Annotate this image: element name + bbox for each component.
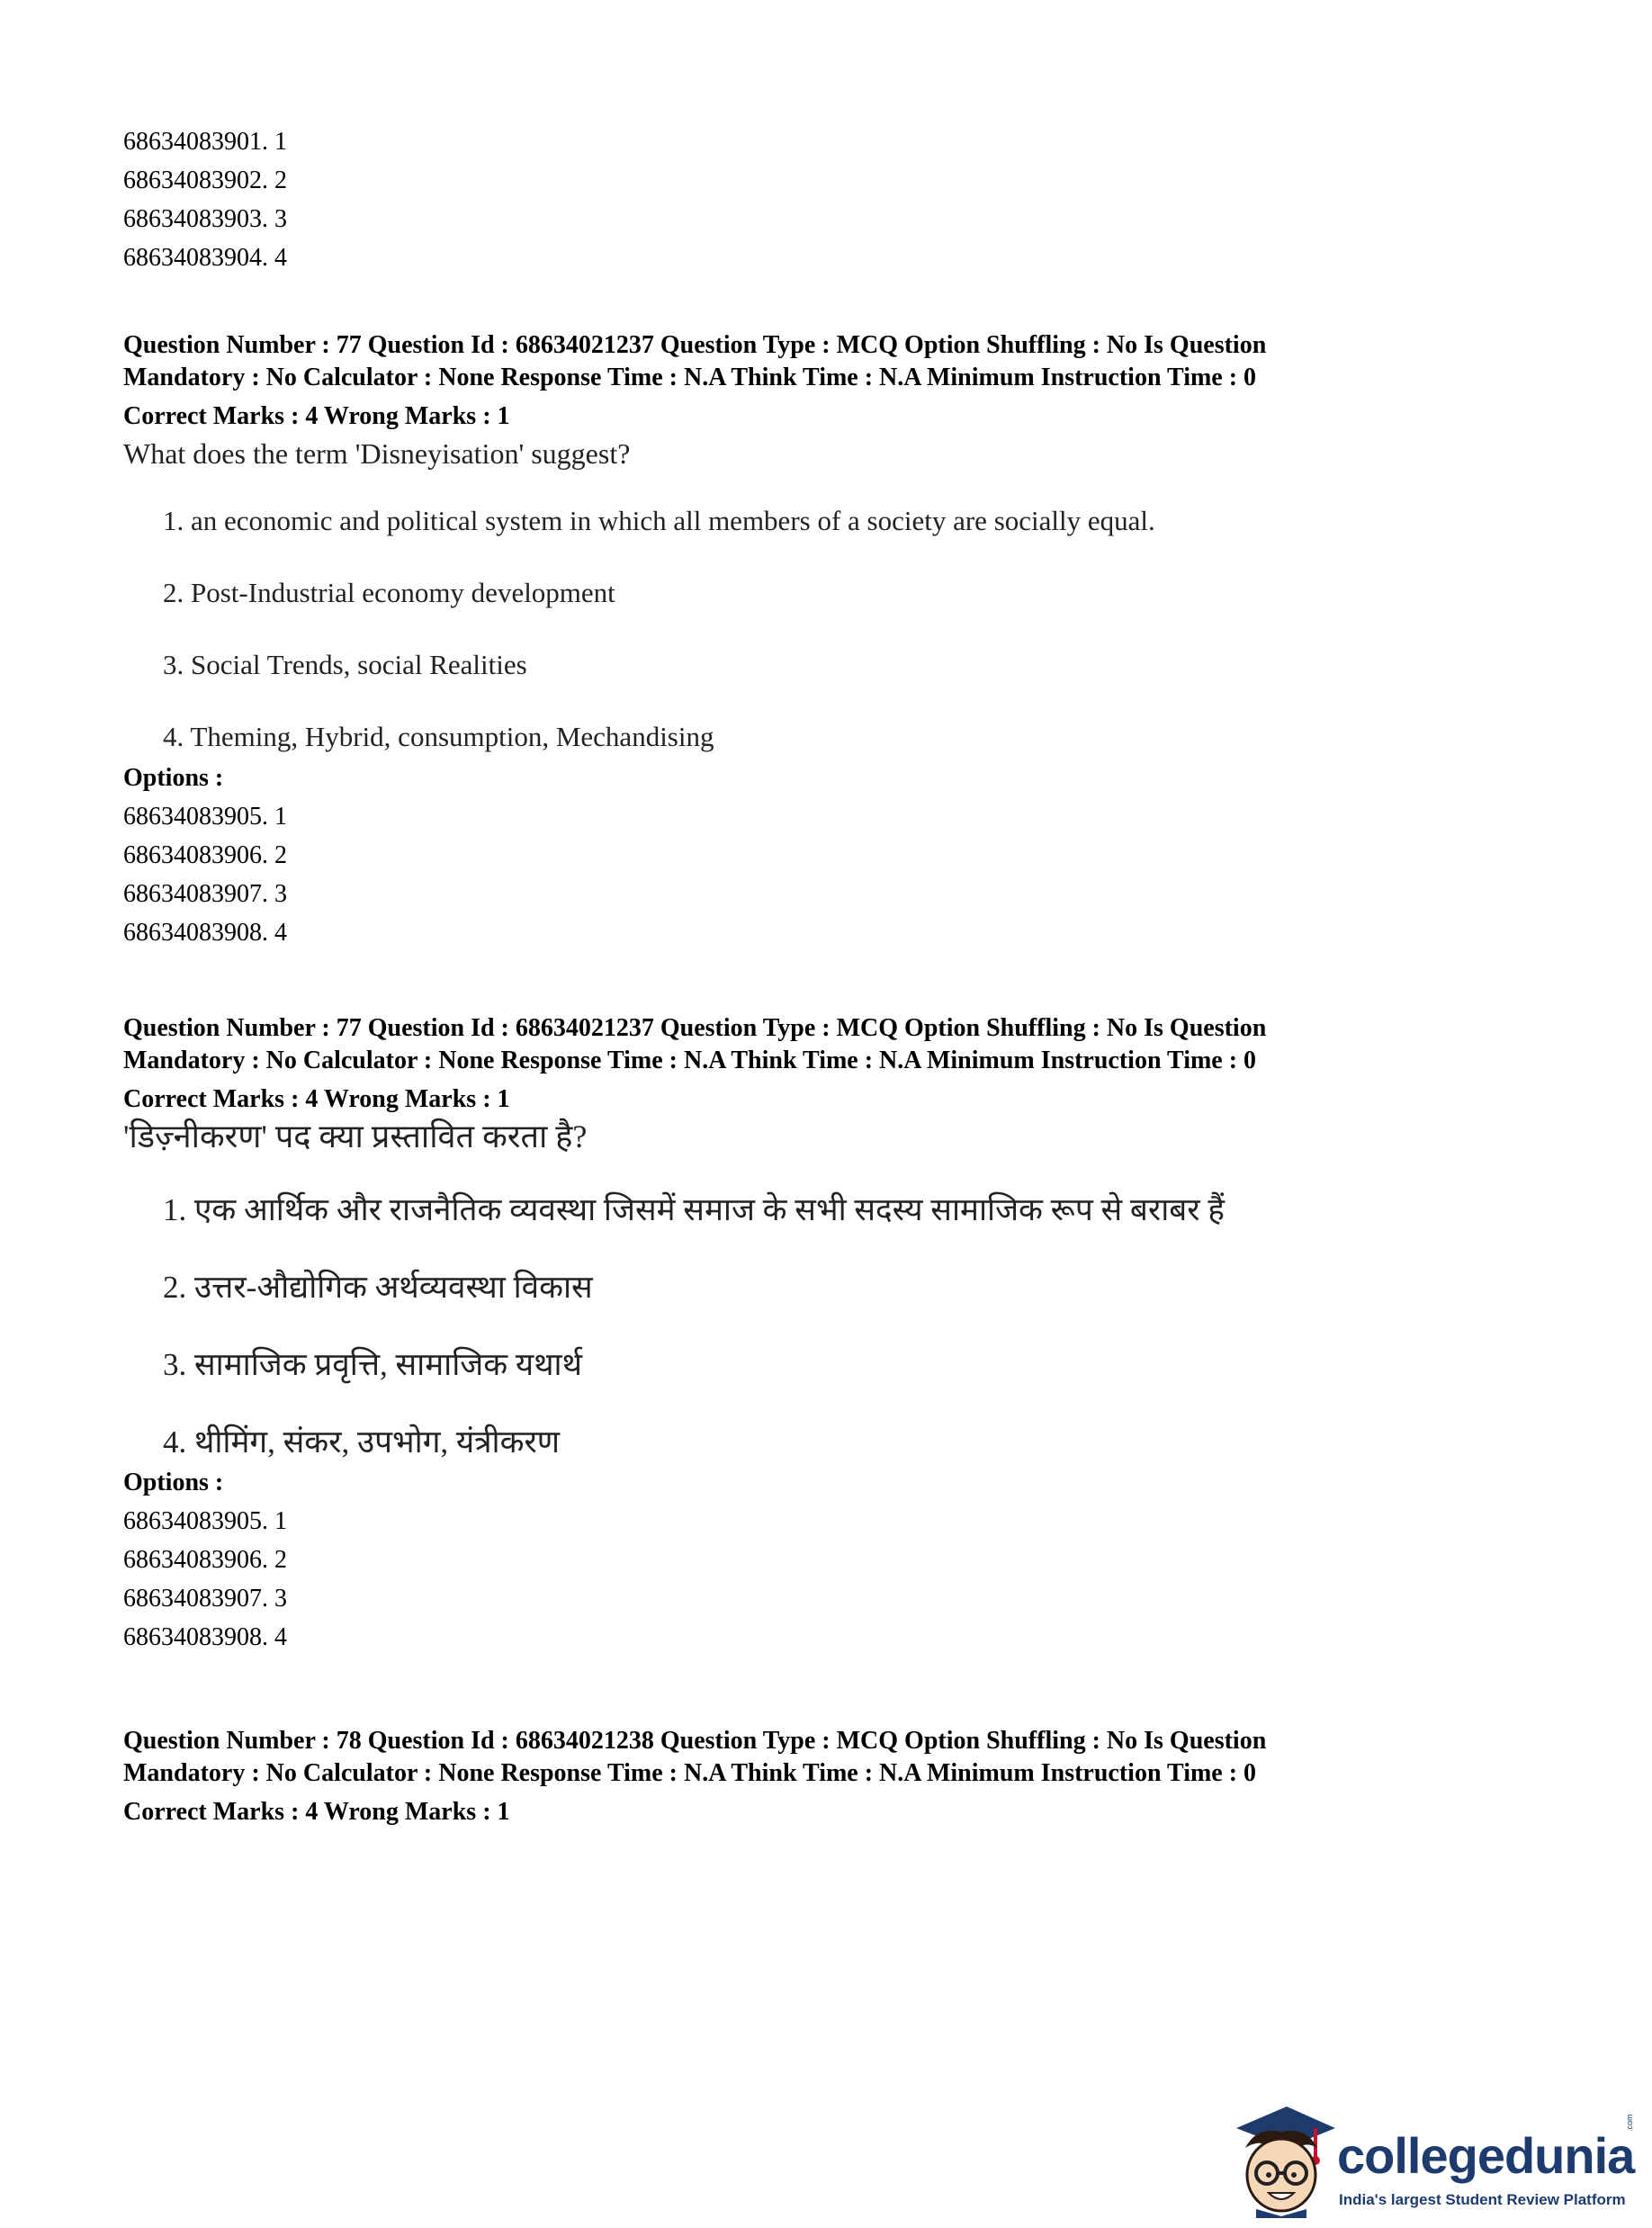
question-meta-line: Mandatory : No Calculator : None Response Time : N.A Think Time : N.A Minimum Instruction Time : 0	[123, 364, 1257, 391]
answer-choice: 3. Social Trends, social Realities	[163, 649, 527, 680]
question-text: 'डिज़्नीकरण' पद क्या प्रस्तावित करता है?	[123, 1118, 588, 1154]
question-marks: Correct Marks : 4 Wrong Marks : 1	[123, 1798, 510, 1826]
question-marks: Correct Marks : 4 Wrong Marks : 1	[123, 1085, 510, 1113]
question-marks: Correct Marks : 4 Wrong Marks : 1	[123, 402, 510, 430]
answer-choice: 4. Theming, Hybrid, consumption, Mechandising	[163, 721, 714, 752]
question-block-next	[123, 1725, 1266, 1828]
question-meta-line: Question Number : 78 Question Id : 68634021238 Question Type : MCQ Option Shuffling : No Is Question	[123, 1727, 1267, 1755]
option-id-line: 68634083903. 3	[123, 205, 287, 233]
question-block-hindi	[123, 1012, 1266, 1657]
option-id-line: 68634083907. 3	[123, 1585, 287, 1613]
option-id-line: 68634083908. 4	[123, 1623, 287, 1651]
option-id-line: 68634083906. 2	[123, 841, 287, 869]
question-text: What does the term 'Disneyisation' suggest?	[123, 437, 631, 470]
question-meta-line: Mandatory : No Calculator : None Response Time : N.A Think Time : N.A Minimum Instruction Time : 0	[123, 1759, 1257, 1787]
answer-choice: 4. थीमिंग, संकर, उपभोग, यंत्रीकरण	[163, 1424, 561, 1460]
logo-suffix: .com	[1625, 2114, 1634, 2132]
option-id-line: 68634083901. 1	[123, 128, 287, 156]
logo-wordmark: collegedunia	[1337, 2127, 1635, 2184]
question-block-english	[123, 329, 1266, 952]
option-id-line: 68634083905. 1	[123, 1507, 287, 1535]
answer-choice: 2. Post-Industrial economy development	[163, 577, 615, 608]
question-meta-line: Question Number : 77 Question Id : 68634021237 Question Type : MCQ Option Shuffling : No Is Question	[123, 1014, 1267, 1042]
logo-tagline: India's largest Student Review Platform	[1339, 2191, 1626, 2208]
collegedunia-logo[interactable]	[1224, 2101, 1638, 2218]
option-id-line: 68634083907. 3	[123, 880, 287, 908]
student-mascot-icon	[1224, 2101, 1336, 2218]
option-id-line: 68634083906. 2	[123, 1546, 287, 1574]
option-id-line: 68634083908. 4	[123, 919, 287, 947]
top-options-list	[123, 122, 287, 277]
options-label: Options :	[123, 1469, 224, 1496]
answer-choice: 1. एक आर्थिक और राजनैतिक व्यवस्था जिसमें समाज के सभी सदस्य सामाजिक रूप से बराबर हैं	[163, 1192, 1225, 1227]
option-id-line: 68634083902. 2	[123, 166, 287, 194]
option-id-line: 68634083904. 4	[123, 244, 287, 272]
question-meta-line: Question Number : 77 Question Id : 68634021237 Question Type : MCQ Option Shuffling : No Is Question	[123, 331, 1267, 359]
question-meta-line: Mandatory : No Calculator : None Response Time : N.A Think Time : N.A Minimum Instruction Time : 0	[123, 1047, 1257, 1074]
option-id-line: 68634083905. 1	[123, 803, 287, 831]
answer-choice: 2. उत्तर-औद्योगिक अर्थव्यवस्था विकास	[163, 1270, 593, 1305]
answer-choice: 1. an economic and political system in which all members of a society are socially equal.	[163, 505, 1155, 536]
answer-choice: 3. सामाजिक प्रवृत्ति, सामाजिक यथार्थ	[163, 1347, 582, 1382]
options-label: Options :	[123, 764, 224, 792]
